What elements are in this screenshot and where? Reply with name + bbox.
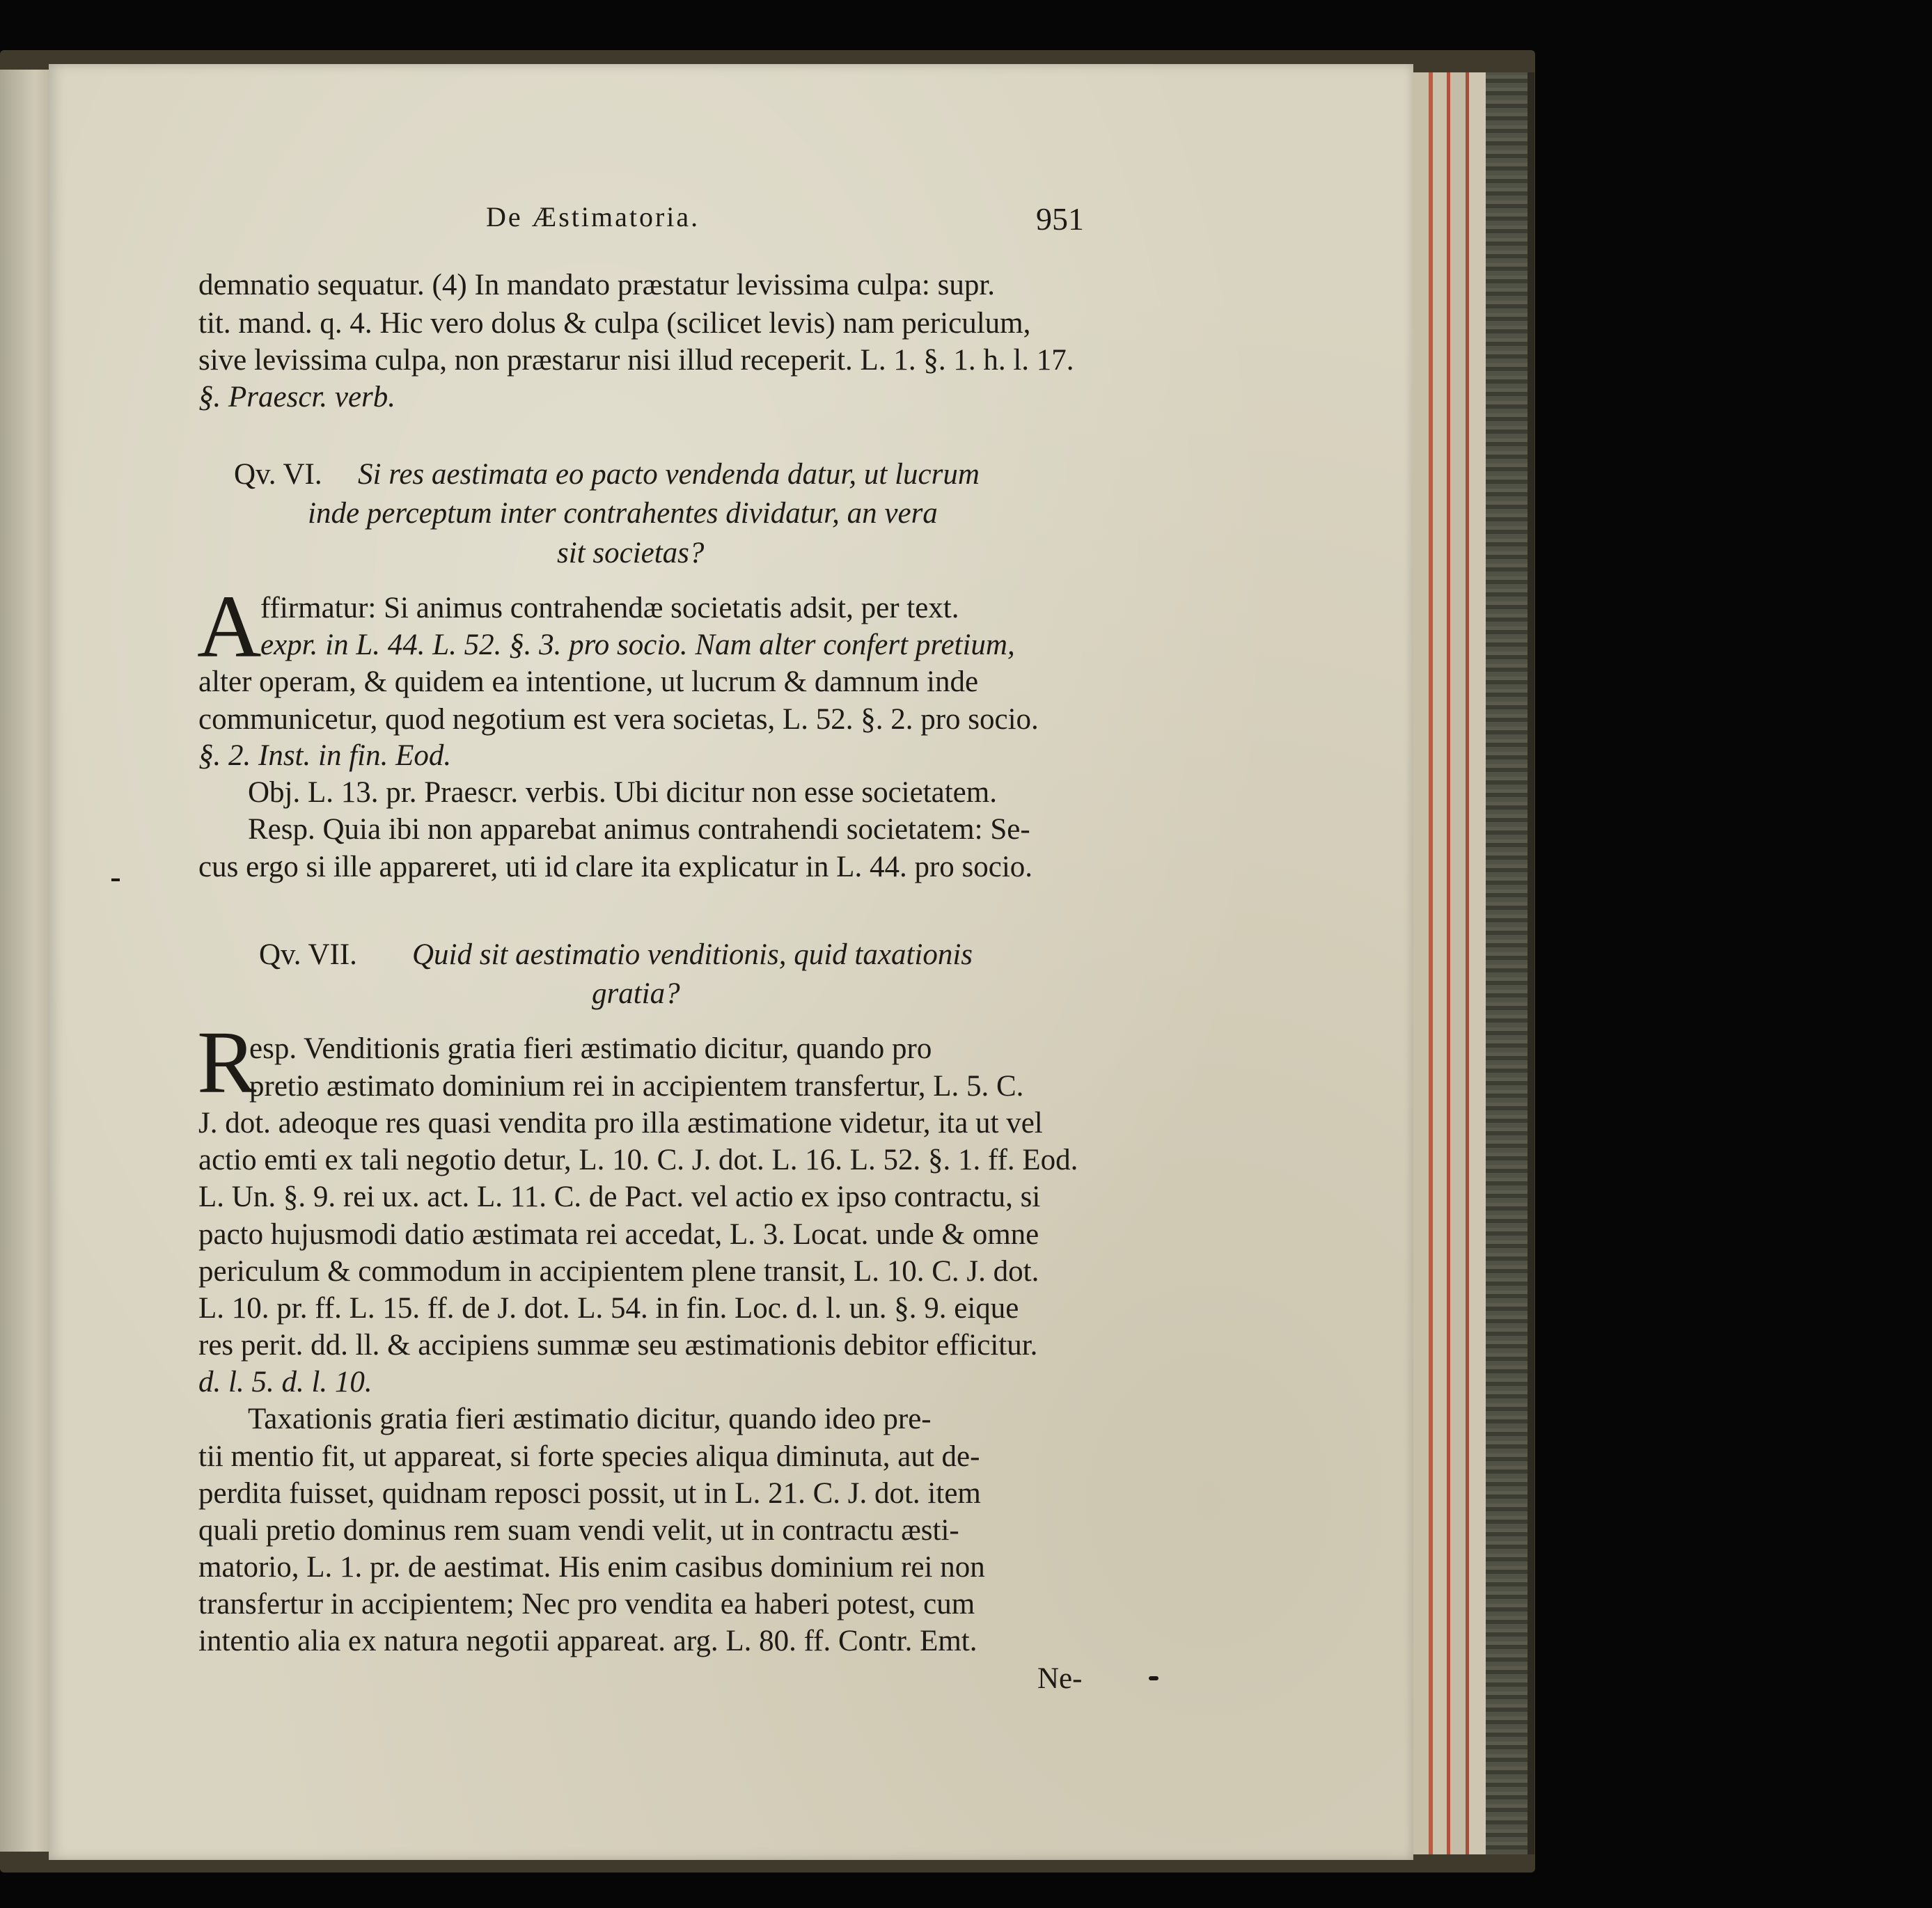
ink-speck (1149, 1676, 1159, 1680)
body-line: intentio alia ex natura negotii appareat. arg. L. 80. ff. Contr. Emt. (198, 1625, 977, 1657)
question-title: inde perceptum inter contrahentes dividatur, an vera (308, 497, 938, 530)
body-line: matorio, L. 1. pr. de aestimat. His enim casibus dominium rei non (198, 1551, 985, 1584)
question-label: Qv. VI. (234, 458, 322, 491)
question-title: Si res aestimata eo pacto vendenda datur, ut lucrum (358, 458, 980, 491)
body-line: demnatio sequatur. (4) In mandato præstatur levissima culpa: supr. (198, 269, 996, 301)
page-number: 951 (1036, 201, 1084, 237)
body-line: alter operam, & quidem ea intentione, ut lucrum & damnum inde (198, 665, 979, 698)
facing-page-edge (0, 70, 50, 1852)
body-line: Taxationis gratia fieri æstimatio dicitur, quando ideo pre- (248, 1403, 932, 1435)
body-line: §. 2. Inst. in fin. Eod. (198, 739, 452, 772)
catchword: Ne- (1037, 1662, 1083, 1695)
body-line: ffirmatur: Si animus contrahendæ societatis adsit, per text. (260, 592, 959, 624)
marbled-board (1486, 72, 1527, 1854)
body-line: tit. mand. q. 4. Hic vero dolus & culpa (scilicet levis) nam periculum, (198, 307, 1031, 340)
question-title: gratia? (592, 977, 680, 1010)
page-edge (1469, 72, 1486, 1854)
body-line: tii mentio fit, ut appareat, si forte species aliqua diminuta, aut de- (198, 1440, 980, 1473)
drop-cap: R (197, 1013, 257, 1112)
body-line: perdita fuisset, quidnam reposci possit, ut in L. 21. C. J. dot. item (198, 1477, 981, 1510)
body-line: communicetur, quod negotium est vera societas, L. 52. §. 2. pro socio. (198, 703, 1039, 736)
page-edge (1433, 72, 1447, 1854)
page-edge (1413, 72, 1429, 1854)
question-title: Quid sit aestimatio venditionis, quid taxationis (412, 938, 973, 971)
body-line: L. 10. pr. ff. L. 15. ff. de J. dot. L. 54. in fin. Loc. d. l. un. §. 9. eique (198, 1292, 1019, 1325)
body-line: §. Praescr. verb. (198, 381, 396, 413)
body-line: quali pretio dominus rem suam vendi velit, ut in contractu æsti- (198, 1514, 959, 1547)
body-line: sive levissima culpa, non præstarur nisi illud receperit. L. 1. §. 1. h. l. 17. (198, 344, 1074, 377)
body-line: pacto hujusmodi datio æstimata rei accedat, L. 3. Locat. unde & omne (198, 1218, 1039, 1251)
body-line: pretio æstimato dominium rei in accipientem transfertur, L. 5. C. (249, 1070, 1024, 1103)
body-line: transfertur in accipientem; Nec pro vendita ea haberi potest, cum (198, 1588, 975, 1621)
spine-shadow (1527, 72, 1534, 1854)
body-line: L. Un. §. 9. rei ux. act. L. 11. C. de Pact. vel actio ex ipso contractu, si (198, 1181, 1041, 1213)
body-line: res perit. dd. ll. & accipiens summæ seu æstimationis debitor efficitur. (198, 1329, 1038, 1362)
running-header: De Æstimatoria. (486, 201, 700, 232)
body-line: cus ergo si ille appareret, uti id clare ita explicatur in L. 44. pro socio. (198, 851, 1033, 883)
ink-speck (111, 878, 120, 881)
body-line: expr. in L. 44. L. 52. §. 3. pro socio. Nam alter confert pretium, (260, 629, 1015, 661)
page-edge (1450, 72, 1466, 1854)
body-line: J. dot. adeoque res quasi vendita pro illa æstimatione videtur, ita ut vel (198, 1107, 1043, 1140)
drop-cap: A (197, 577, 262, 676)
question-label: Qv. VII. (259, 938, 357, 971)
body-line: periculum & commodum in accipientem plene transit, L. 10. C. J. dot. (198, 1255, 1039, 1288)
body-line: actio emti ex tali negotio detur, L. 10. C. J. dot. L. 16. L. 52. §. 1. ff. Eod. (198, 1144, 1078, 1176)
body-line: esp. Venditionis gratia fieri æstimatio dicitur, quando pro (249, 1032, 932, 1065)
question-title: sit societas? (557, 537, 705, 569)
response-line: Resp. Quia ibi non apparebat animus contrahendi societatem: Se- (248, 813, 1030, 846)
body-line: d. l. 5. d. l. 10. (198, 1366, 372, 1398)
objection-line: Obj. L. 13. pr. Praescr. verbis. Ubi dicitur non esse societatem. (248, 776, 997, 809)
